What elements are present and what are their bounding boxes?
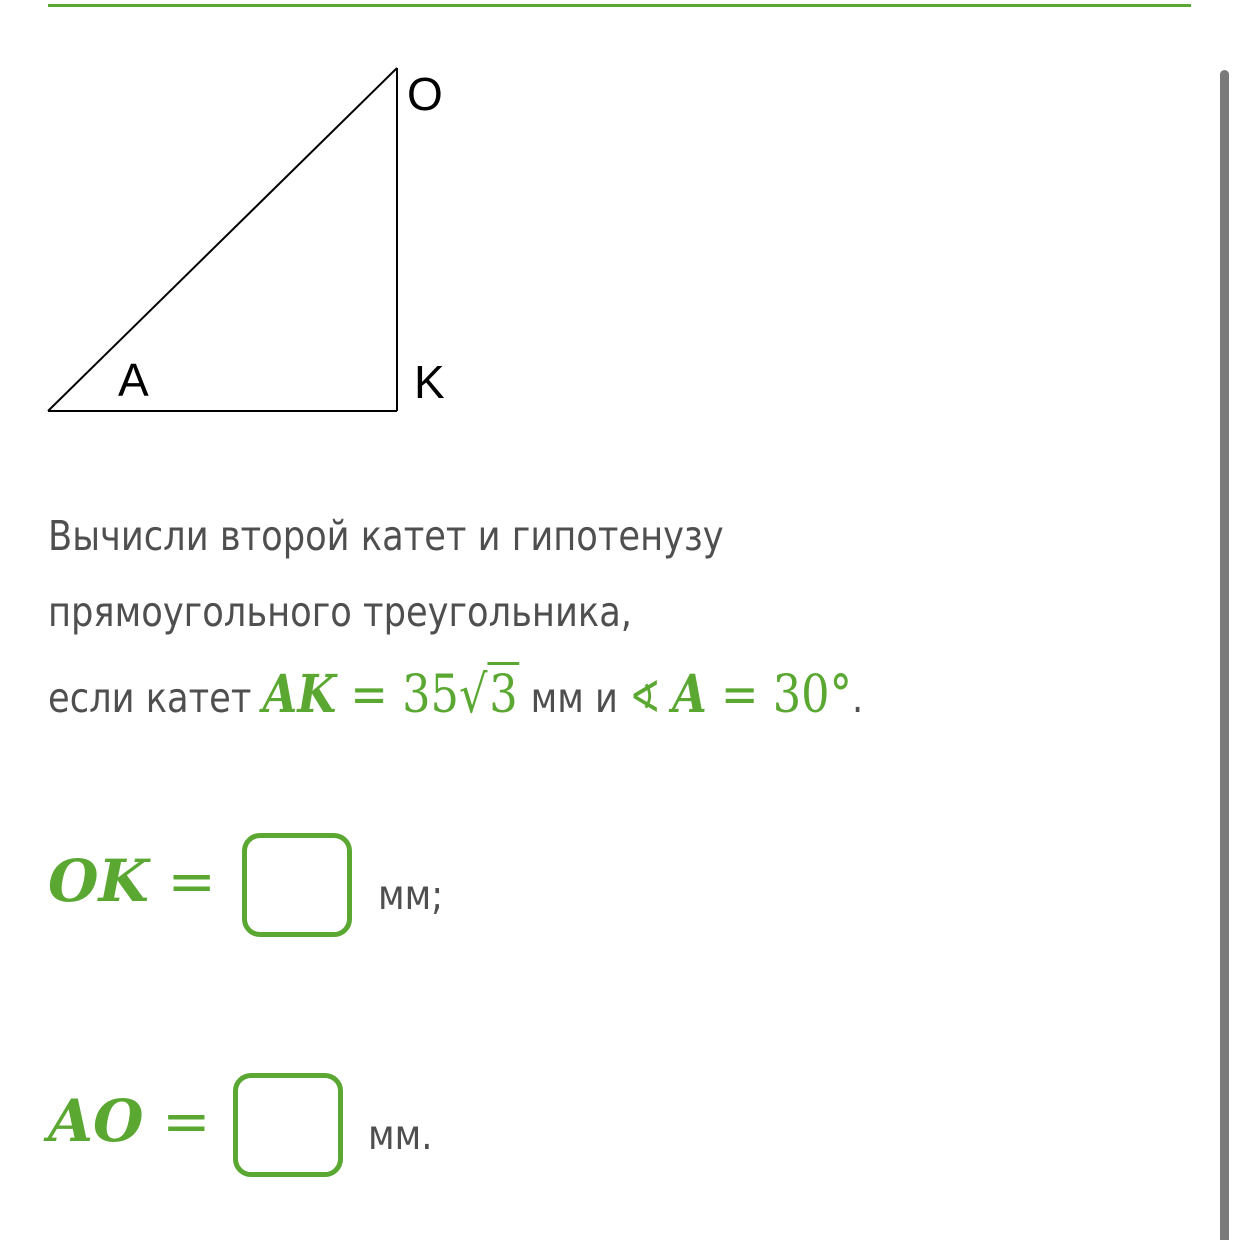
angle-variable: A	[672, 664, 707, 725]
ak-expression	[263, 664, 520, 725]
task-line-3-end: .	[851, 674, 864, 722]
triangle-figure	[0, 0, 480, 430]
vertex-label-a: A	[118, 354, 149, 406]
sqrt-icon: √	[459, 665, 488, 725]
task-line-3-prefix: если катет	[48, 674, 263, 722]
task-line-1: Вычисли второй катет и гипотенузу	[48, 512, 724, 560]
task-line-3	[48, 664, 863, 725]
answer-eq-ok: =	[148, 847, 216, 915]
sqrt-radicand: 3	[488, 662, 520, 725]
angle-value: = 30°	[706, 665, 852, 725]
task-line-2: прямоугольного треугольника,	[48, 588, 633, 636]
vertex-label-o: O	[407, 68, 443, 120]
side-ao-hypotenuse	[48, 68, 397, 411]
answer-unit-ok: мм;	[378, 871, 444, 919]
sqrt-expression	[459, 665, 519, 725]
task-between-text: мм и	[519, 674, 630, 722]
answer-unit-ao: мм.	[368, 1111, 433, 1159]
answer-eq-ao: =	[143, 1087, 211, 1155]
ak-value: = 35	[336, 665, 460, 725]
ak-variable: AK	[262, 664, 337, 725]
vertex-label-k: K	[414, 356, 445, 408]
answer-label-ao	[48, 1087, 211, 1155]
angle-symbol: ∢	[629, 672, 661, 723]
answer-input-ok[interactable]	[242, 833, 352, 937]
scrollbar-thumb[interactable]	[1220, 70, 1229, 1240]
answer-input-ao[interactable]	[233, 1073, 343, 1177]
answer-label-ok	[48, 847, 216, 915]
answer-var-ao: AO	[48, 1087, 144, 1155]
answer-var-ok: OK	[48, 847, 149, 915]
